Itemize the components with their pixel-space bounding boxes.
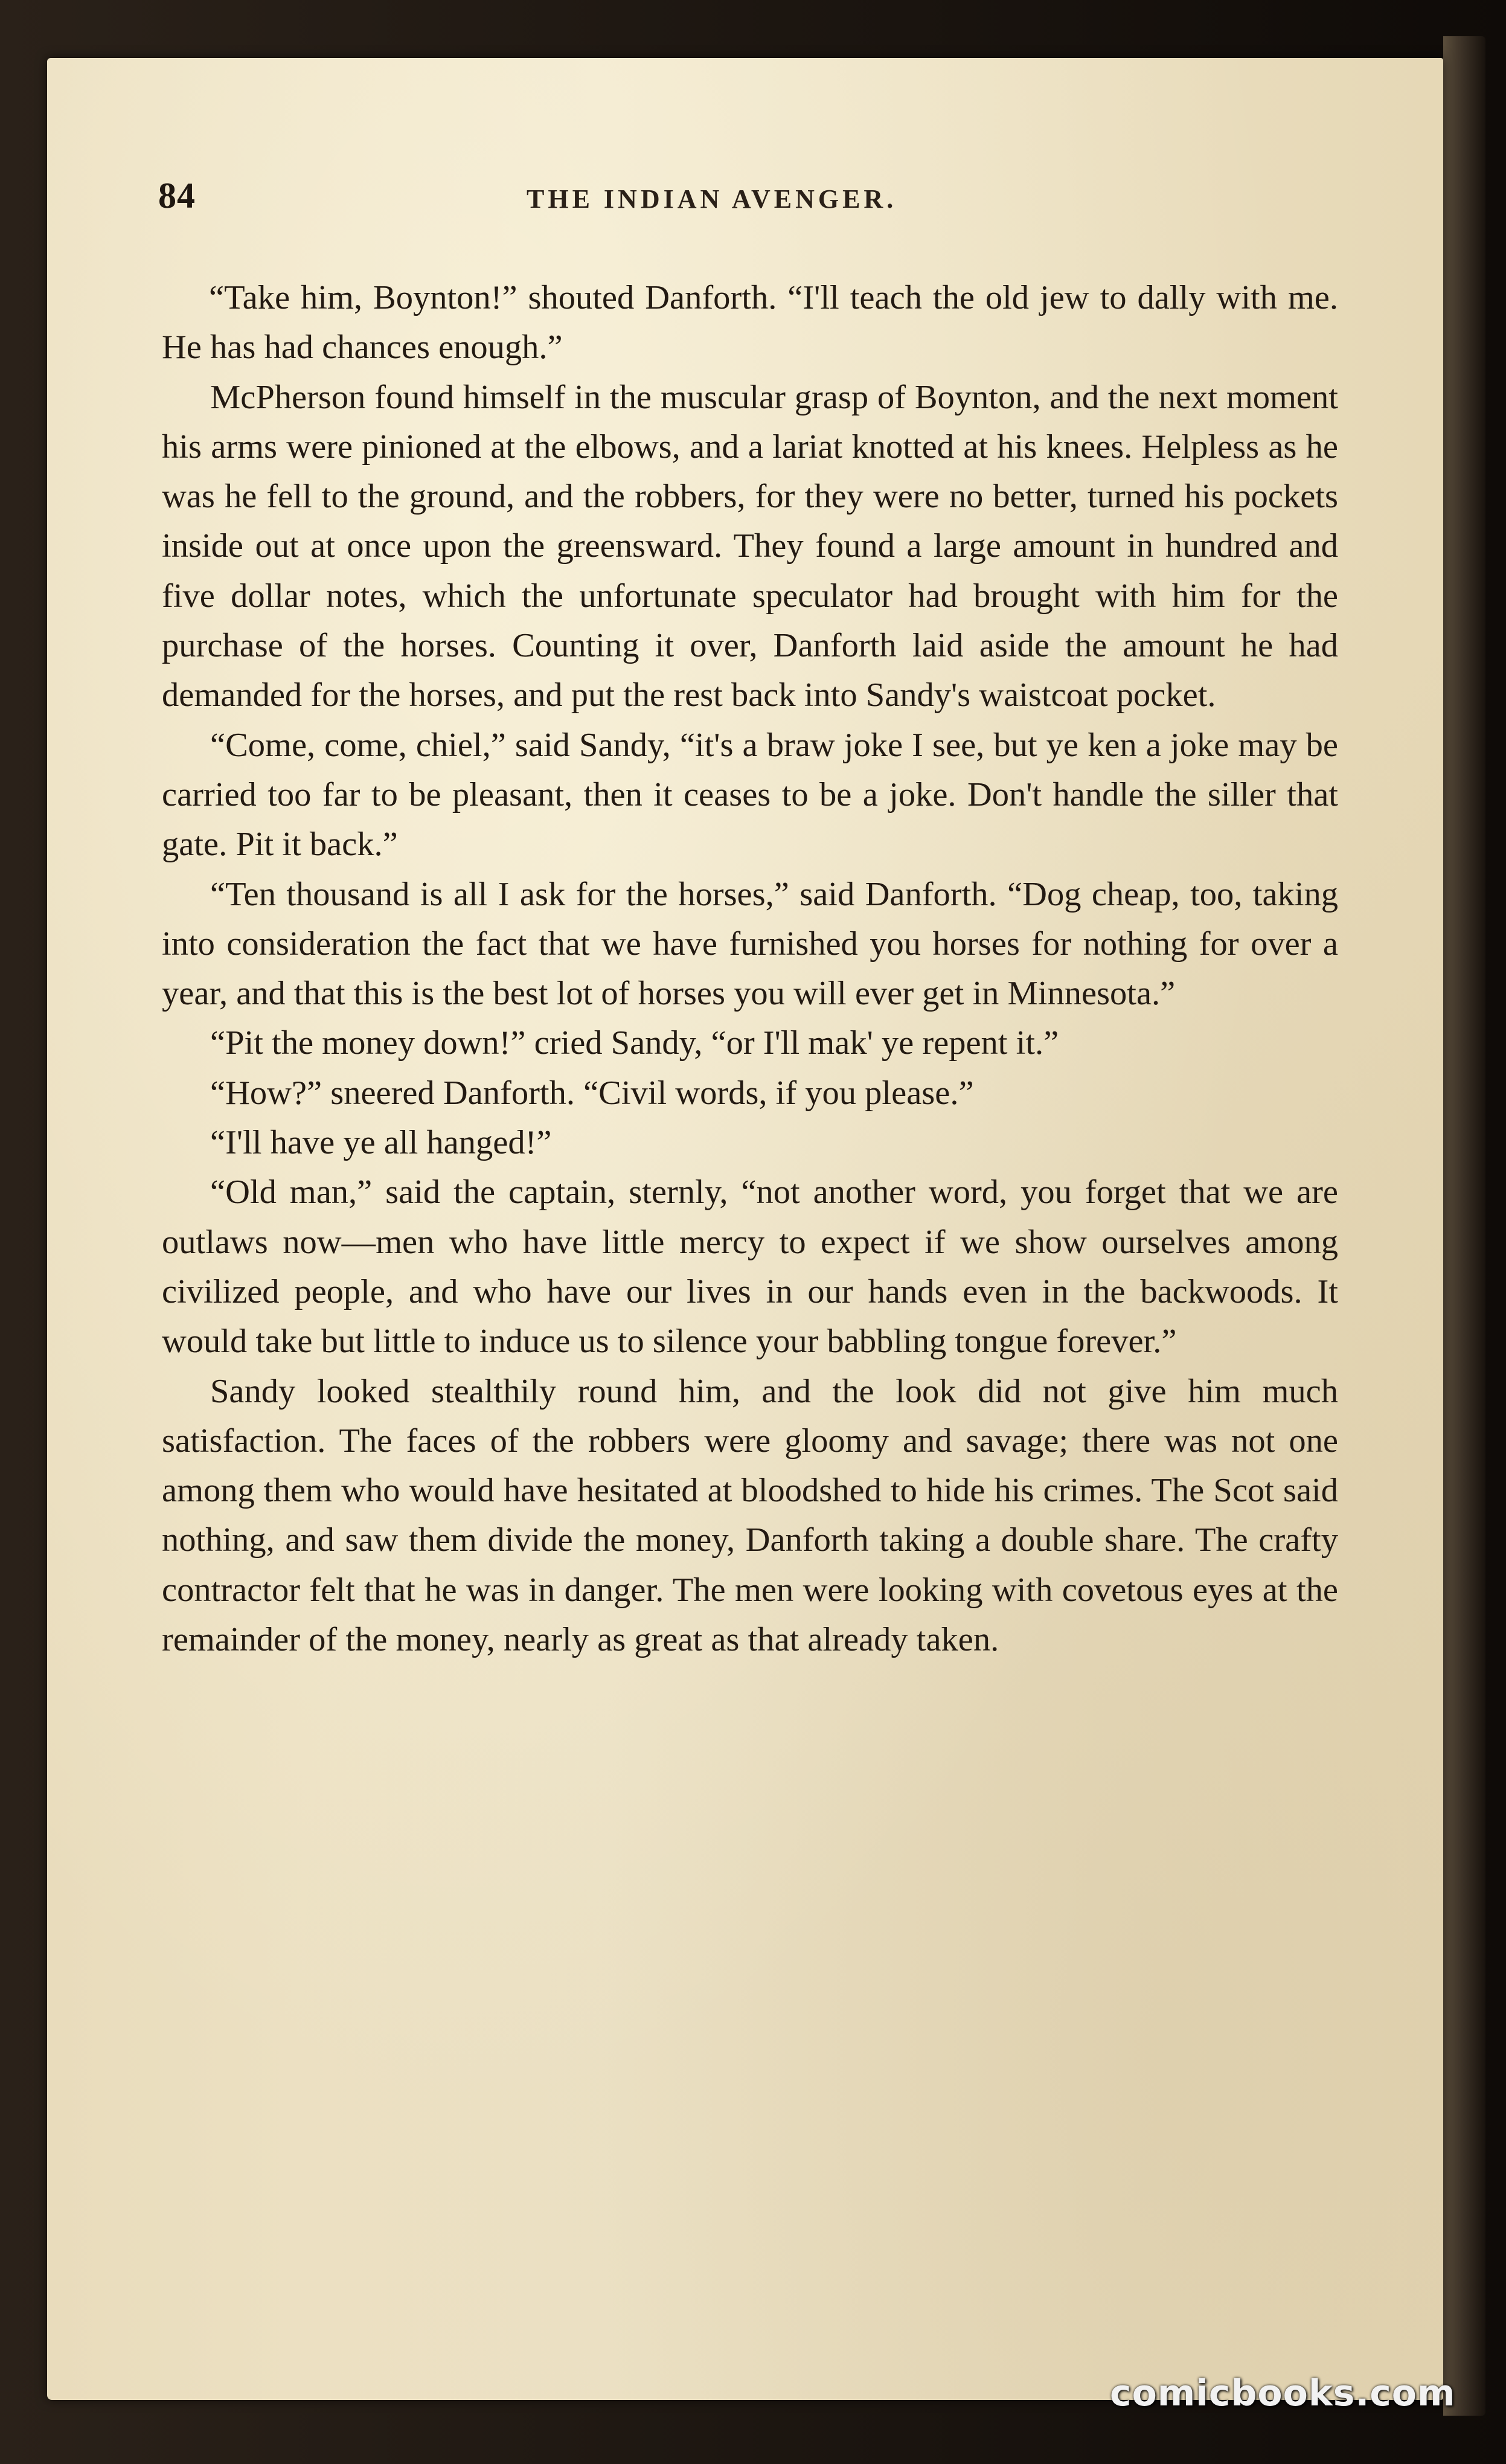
paragraph: “Take him, Boynton!” shouted Danforth. “I'll teach the old jew to dally with me. He has had chances enough.” [162,279,1338,367]
paragraph: “Come, come, chiel,” said Sandy, “it's a braw joke I see, but ye ken a joke may be carried too far to be pleasant, then it ceases to be a joke. Don't handle the siller that gate. Pit it back.” [162,726,1338,864]
running-title: THE INDIAN AVENGER. [527,184,897,214]
body-text [162,273,1338,1664]
paragraph: McPherson found himself in the muscular grasp of Boynton, and the next moment his arms were pinioned at the elbows, and a lariat knotted at his knees. Helpless as he was he fell to the ground, and the robbers, for they were no better, turned his pockets inside out at once upon the greensward. They found a large amount in hundred and five dollar notes, which the unfortunate speculator had brought with him for the purchase of the horses. Counting it over, Danforth laid aside the amount he had demanded for the horses, and put the rest back into Sandy's waistcoat pocket. [162,378,1338,714]
paragraph: “Ten thousand is all I ask for the horses,” said Danforth. “Dog cheap, too, taking into consideration the fact that we have furnished you horses for nothing for over a year, and that this is the best lot of horses you will ever get in Minnesota.” [162,875,1338,1013]
running-header [158,175,1384,229]
paragraph: “I'll have ye all hanged!” [210,1124,552,1162]
page-edge [1443,36,1485,2416]
paragraph: “Old man,” said the captain, sternly, “not another word, you forget that we are outlaws now—men who have little mercy to expect if we show ourselves among civilized people, and who have our lives in our hands even in the backwoods. It would take but little to induce us to silence your babbling tongue forever.” [162,1173,1338,1361]
paragraph: Sandy looked stealthily round him, and the look did not give him much satisfaction. The faces of the robbers were gloomy and savage; there was not one among them who would have hesitated at bloodshed to hide his crimes. The Scot said nothing, and saw them divide the money, Danforth taking a double share. The crafty contractor felt that he was in danger. The men were looking with covetous eyes at the remainder of the money, nearly as great as that already taken. [162,1372,1338,1659]
watermark: comicbooks.com [1110,2372,1456,2414]
paragraph: “How?” sneered Danforth. “Civil words, if you please.” [210,1074,974,1112]
paragraph: “Pit the money down!” cried Sandy, “or I'll mak' ye repent it.” [210,1024,1059,1062]
page-number: 84 [158,176,196,216]
